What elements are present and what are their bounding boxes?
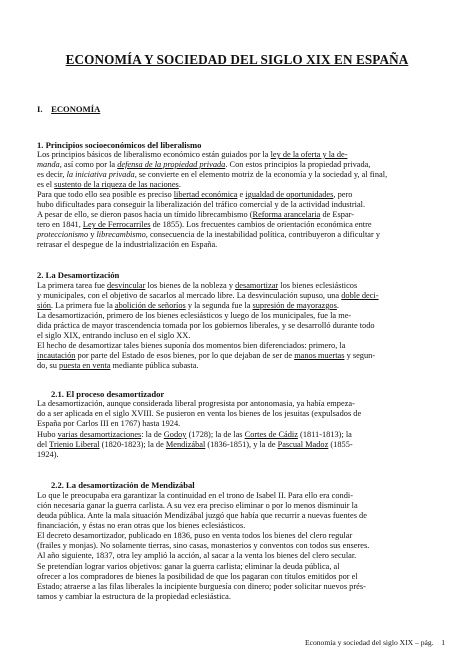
text-line <box>37 240 217 250</box>
text-run: y <box>88 230 97 239</box>
text-run: 1924). <box>37 450 59 459</box>
section-heading-economia <box>37 104 100 114</box>
text-line <box>37 440 353 450</box>
text-line <box>37 351 375 361</box>
text-run: , consecuencia de la inestabilidad política, contribuyeron a dificultar y <box>145 230 381 239</box>
text-run: los bienes de la nobleza y <box>145 281 236 290</box>
text-run: do, su <box>37 361 60 370</box>
text-run: es el <box>37 180 55 189</box>
text-run: (1855- <box>328 440 353 449</box>
text-run: (frailes y monjas). No solamente tierras, sino casas, monasterios y conventos con todos sus enseres. <box>37 541 370 550</box>
text-line <box>37 210 354 220</box>
text-line <box>37 321 375 331</box>
text-run: Al año siguiente, 1837, otra ley amplió la acción, al sacar a la venta los bienes del clero secular. <box>37 551 357 560</box>
text-run: (1811-1813); la <box>297 430 352 439</box>
document-title: ECONOMÍA Y SOCIEDAD DEL SIGLO XIX EN ESPAÑA <box>65 52 409 67</box>
underlined-term: varias desamortizaciones <box>57 430 142 439</box>
text-line <box>37 190 352 200</box>
text-line <box>37 541 369 551</box>
text-line <box>37 521 245 531</box>
text-line <box>37 200 365 210</box>
underlined-term: libertad económica <box>173 190 238 199</box>
text-run: los bienes eclesiásticos <box>278 281 358 290</box>
text-run: y municipales, con el objetivo de sacarlos al mercado libre. La desvinculación supuso, una <box>37 291 342 300</box>
text-run: de Espar- <box>320 210 355 219</box>
text-line <box>37 150 348 160</box>
text-line <box>37 399 355 409</box>
text-line <box>37 491 353 501</box>
underlined-term: ley de la oferta y la de- <box>270 150 348 159</box>
underlined-term: Trienio Liberal <box>49 440 100 449</box>
text-line <box>37 170 387 180</box>
underlined-term: doble deci- <box>341 291 379 300</box>
text-run: ofrecer a los compradores de bienes la posibilidad de que los pagaran con títulos emitidos por el <box>37 572 358 581</box>
text-run: por parte del Estado de esos bienes, por lo que dejaban de ser de <box>75 351 295 360</box>
text-run: del <box>37 440 50 449</box>
text-run: La desamortización, aunque considerada liberal progresista por antonomasia, ya había empeza- <box>37 399 355 408</box>
text-line <box>37 511 367 521</box>
underlined-term: desamortizar <box>235 281 279 290</box>
text-run: do a ser aplicada en el siglo XVIII. Se pusieron en venta los bienes de los jesuitas (expulsados de <box>37 409 362 418</box>
text-run: , así como por la <box>59 160 118 169</box>
text-run: y segun- <box>344 351 376 360</box>
text-run: tamos y cambiar la estructura de la propiedad eclesiástica. <box>37 592 231 601</box>
text-run: . Con estos principios la propiedad privada, <box>225 160 371 169</box>
subsection-heading-liberalismo: 1. Principios socioeconómicos del liberalismo <box>37 140 202 150</box>
text-run: El hecho de desamortizar tales bienes suponía dos momentos bien diferenciados: primero, la <box>37 341 346 350</box>
underlined-term: desvincular <box>106 281 146 290</box>
text-run: (1836-1851), y la de <box>205 440 278 449</box>
footer-text: Economía y sociedad del siglo XIX – pág. <box>304 638 434 647</box>
underlined-term: sión <box>37 301 51 310</box>
text-run: financiación, y éstas no eran otras que los bienes eclesiásticos. <box>37 521 246 530</box>
italic-term: manda <box>37 160 60 169</box>
text-run: . La primera fue la <box>50 301 115 310</box>
text-run: deuda pública. Ante la mala situación Mendizábal juzgó que había que recurrir a nuevas fuentes de <box>37 511 367 520</box>
underlined-term: sustento de la riqueza de las naciones <box>54 180 179 189</box>
text-run: de 1855). Los frecuentes cambios de orientación económica entre <box>150 220 372 229</box>
text-line <box>37 230 380 240</box>
text-line <box>37 592 231 602</box>
text-run: Los principios básicos de liberalismo económico están guiados por la <box>37 150 271 159</box>
text-run: (1728); la de las <box>186 430 245 439</box>
text-run: mediante pública subasta. <box>110 361 199 370</box>
underlined-term: igualdad de oportunidades <box>245 190 334 199</box>
section-label: ECONOMÍA <box>51 104 101 114</box>
text-run: retrasar el despegue de la industrialización en España. <box>37 240 218 249</box>
text-run: ción necesaria ganar la guerra carlista. A su vez era preciso eliminar o por lo menos disminuir la <box>37 501 358 510</box>
text-run: e <box>237 190 246 199</box>
underlined-term: abolición de señoríos <box>114 301 186 310</box>
text-run: : la de <box>141 430 164 439</box>
text-run: es decir, <box>37 170 67 179</box>
text-line <box>37 281 357 291</box>
text-run: , pero <box>333 190 353 199</box>
text-line <box>37 572 358 582</box>
text-line <box>37 450 59 460</box>
text-line <box>37 361 199 371</box>
page-footer <box>305 638 445 647</box>
text-run: tero en 1841, <box>37 220 83 229</box>
text-line <box>37 562 340 572</box>
section-number: I. <box>37 104 43 114</box>
text-run: el siglo XIX, entrando incluso en el siglo XX. <box>37 331 191 340</box>
subsection-heading-mendizabal: 2.2. La desamortización de Mendizábal <box>51 480 195 490</box>
text-line <box>37 419 180 429</box>
italic-term: la iniciativa privada <box>66 170 135 179</box>
text-line <box>37 311 351 321</box>
text-run: Hubo <box>37 430 58 439</box>
text-line <box>37 160 370 170</box>
text-line <box>37 501 358 511</box>
text-run: dida práctica de mayor trascendencia tomada por los gobiernos liberales, y se desarrolló durante todo <box>37 321 375 330</box>
text-run: (1820-1823); la de <box>99 440 166 449</box>
text-run: España por Carlos III en 1767) hasta 1924. <box>37 419 181 428</box>
underlined-term: Cortes de Cádiz <box>244 430 298 439</box>
underlined-term: supresión de mayorazgos <box>252 301 337 310</box>
underlined-term: Reforma arancelaria <box>252 210 321 219</box>
text-line <box>37 291 379 301</box>
text-run: Lo que le preocupaba era garantizar la continuidad en el trono de Isabel II. Para ello era condi- <box>37 491 353 500</box>
text-line <box>37 331 190 341</box>
text-line <box>37 341 345 351</box>
text-line <box>37 551 356 561</box>
text-run: Para que todo ello sea posible es preciso <box>37 190 174 199</box>
text-line <box>37 430 352 440</box>
text-line <box>37 301 339 311</box>
text-run: El decreto desamortizador, publicado en 1836, puso en venta todos los bienes del clero regular <box>37 531 353 540</box>
text-run: . <box>178 180 181 189</box>
text-line <box>37 180 181 190</box>
text-line <box>37 220 372 230</box>
underlined-term: defensa de la propiedad privada <box>117 160 226 169</box>
page-number: 1 <box>441 638 445 647</box>
italic-term: proteccionismo <box>37 230 89 239</box>
text-run: Se pretendían lograr varios objetivos: ganar la guerra carlista; eliminar la deuda pública, al <box>37 562 340 571</box>
text-run: Estado; atraerse a las filas liberales la incipiente burguesía con dinero; poder solicitar nuevos prés- <box>37 582 366 591</box>
underlined-term: Mendizábal <box>165 440 206 449</box>
text-run: La desamortización, primero de los bienes eclesiásticos y luego de los municipales, fue la me- <box>37 311 352 320</box>
text-run: . <box>336 301 339 310</box>
underlined-term: Pascual Madoz <box>277 440 329 449</box>
text-line <box>37 531 352 541</box>
text-run: y la segunda fue la <box>185 301 253 310</box>
text-line <box>37 409 361 419</box>
text-run: hubo dificultades para conseguir la liberalización del tráfico comercial y de la actividad industrial. <box>37 200 366 209</box>
underlined-term: Godoy <box>163 430 187 439</box>
underlined-term: manos muertas <box>294 351 345 360</box>
underlined-term: puesta en venta <box>59 361 111 370</box>
underlined-term: incautación <box>37 351 76 360</box>
subsection-heading-proceso: 2.1. El proceso desamortizador <box>51 389 165 399</box>
subsection-heading-desamortizacion: 2. La Desamortización <box>37 270 120 280</box>
underlined-term: Ley de Ferrocarriles <box>82 220 151 229</box>
text-line <box>37 582 366 592</box>
italic-term: librecambismo <box>96 230 146 239</box>
text-run: , se convierte en el elemento motriz de la economía y la sociedad y, al final, <box>134 170 388 179</box>
text-run: A pesar de ello, se dieron pasos hacia un tímido librecambismo ( <box>37 210 253 219</box>
text-run: La primera tarea fue <box>37 281 107 290</box>
